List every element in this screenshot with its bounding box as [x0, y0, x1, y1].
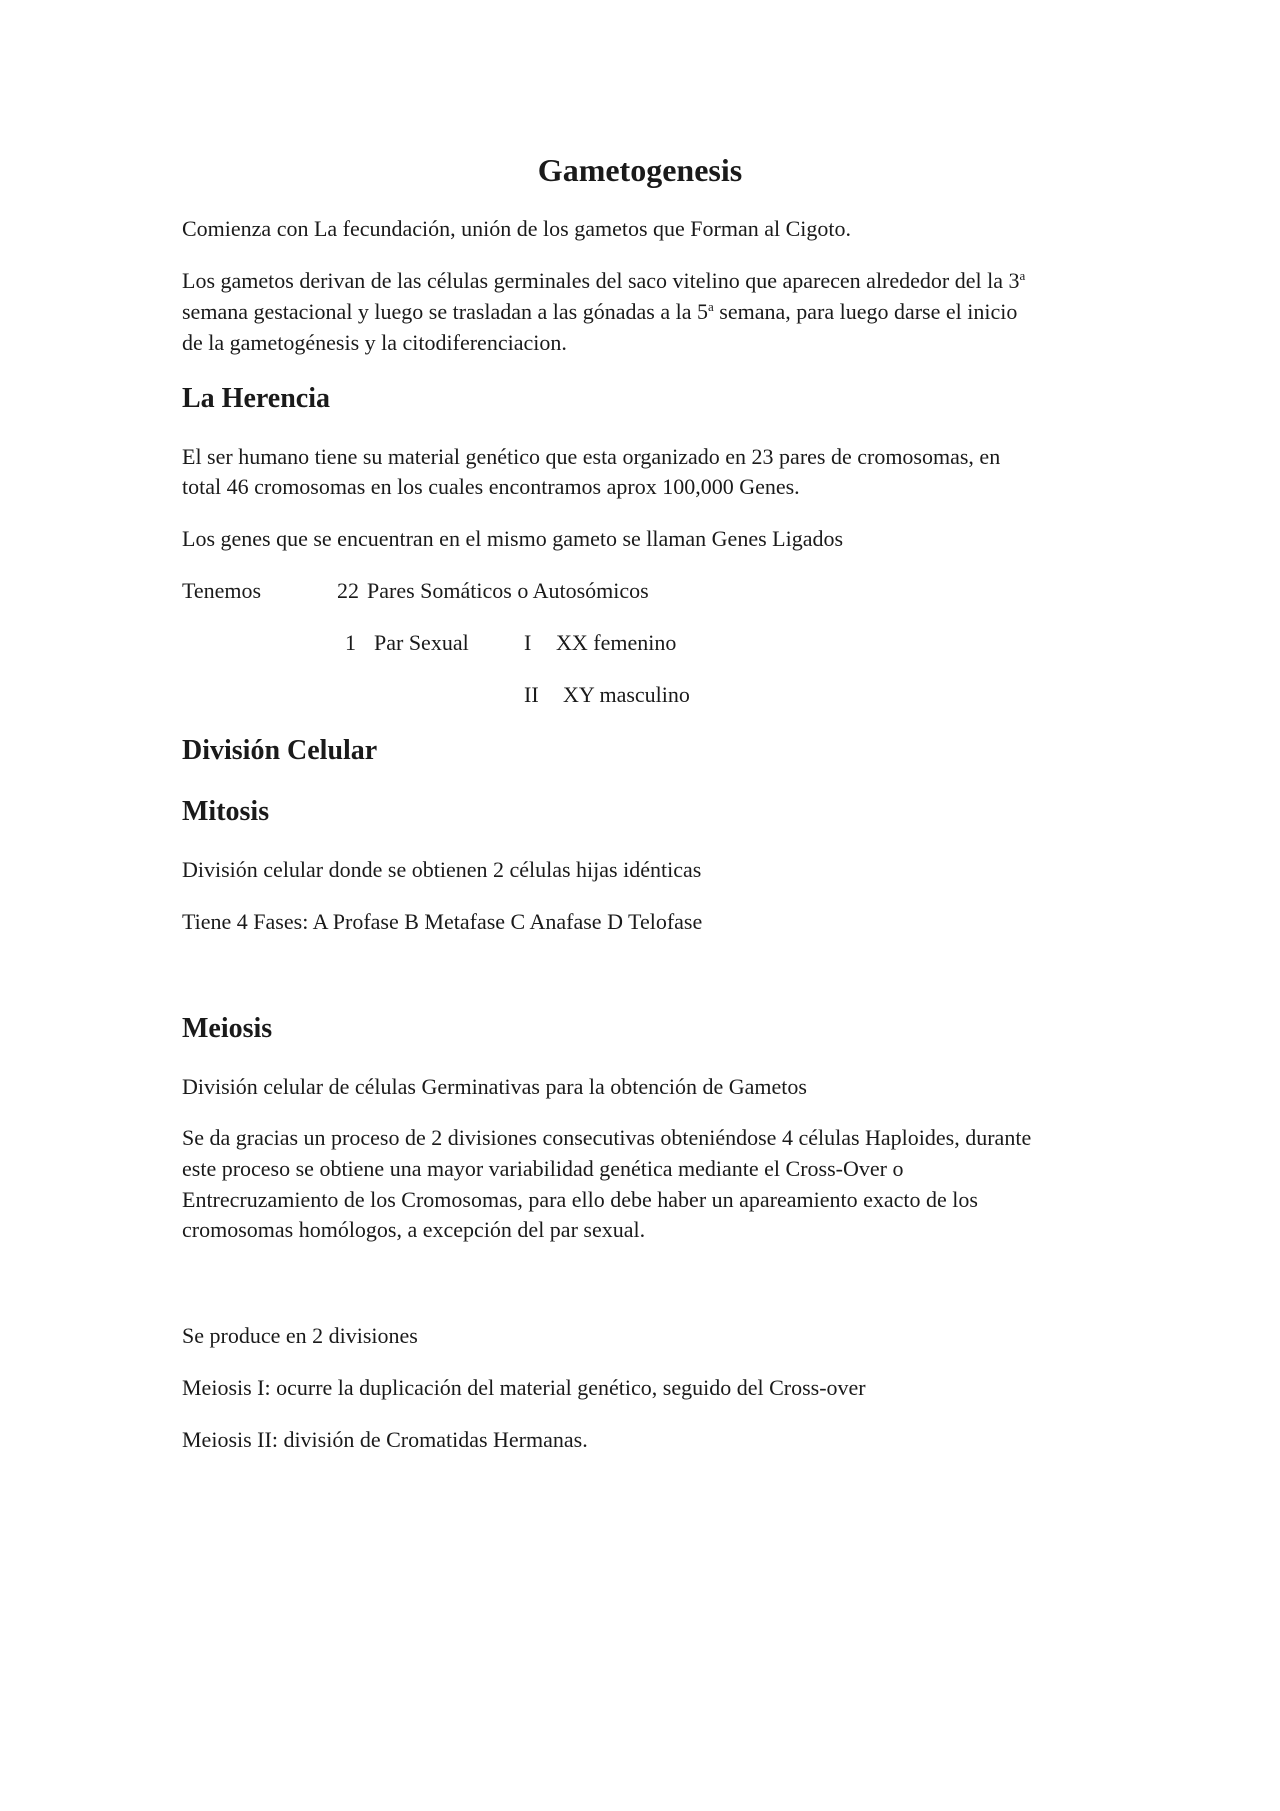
document-title: Gametogenesis: [537, 152, 743, 188]
meiosis-paragraph-line-4: cromosomas homólogos, a excepción del par sexual.: [182, 1217, 646, 1242]
meiosis-ii-description: Meiosis II: división de Cromatidas Hermanas.: [182, 1427, 588, 1452]
meiosis-paragraph-line-3: Entrecruzamiento de los Cromosomas, para ello debe haber un apareamiento exacto de los: [182, 1187, 978, 1212]
meiosis-two-divisions: Se produce en 2 divisiones: [182, 1323, 418, 1348]
heading-mitosis: Mitosis: [182, 796, 270, 827]
meiosis-definition: División celular de células Germinativas para la obtención de Gametos: [182, 1074, 807, 1099]
sexual-pair-text: Par Sexual: [374, 630, 469, 655]
gametes-paragraph-line-2: [182, 296, 1017, 327]
ordinal-superscript: a: [1019, 268, 1026, 283]
gametes-line-2-text-b: semana, para luego darse el inicio: [713, 299, 1018, 324]
roman-numeral-i: I: [524, 630, 532, 655]
herencia-paragraph-line-1: El ser humano tiene su material genético que esta organizado en 23 pares de cromosomas, en: [182, 444, 1001, 469]
gametes-line-2-text-a: semana gestacional y luego se trasladan a las gónadas a la 5: [182, 299, 708, 324]
xx-female: XX femenino: [556, 630, 677, 655]
gametes-paragraph-line-1: [182, 265, 1025, 296]
tenemos-label: Tenemos: [182, 578, 262, 603]
gametes-paragraph-line-3: de la gametogénesis y la citodiferenciacion.: [182, 330, 567, 355]
ordinal-superscript: a: [707, 299, 714, 314]
intro-paragraph: Comienza con La fecundación, unión de los gametos que Forman al Cigoto.: [182, 216, 852, 241]
somatic-pairs-count: 22: [337, 578, 359, 603]
roman-numeral-ii: II: [524, 682, 539, 707]
meiosis-paragraph-line-1: Se da gracias un proceso de 2 divisiones consecutivas obteniéndose 4 células Haploides, durante: [182, 1125, 1032, 1150]
meiosis-paragraph-line-2: este proceso se obtiene una mayor variabilidad genética mediante el Cross-Over o: [182, 1156, 904, 1181]
gametes-line-1-text: Los gametos derivan de las células germinales del saco vitelino que aparecen alrededor del la 3: [182, 268, 1020, 293]
xy-male: XY masculino: [563, 682, 690, 707]
somatic-pairs-text: Pares Somáticos o Autosómicos: [367, 578, 649, 603]
herencia-paragraph-line-2: total 46 cromosomas en los cuales encontramos aprox 100,000 Genes.: [182, 474, 800, 499]
meiosis-i-description: Meiosis I: ocurre la duplicación del material genético, seguido del Cross-over: [182, 1375, 866, 1400]
mitosis-definition: División celular donde se obtienen 2 células hijas idénticas: [182, 857, 702, 882]
mitosis-phases: Tiene 4 Fases: A Profase B Metafase C Anafase D Telofase: [182, 909, 703, 934]
heading-la-herencia: La Herencia: [182, 383, 331, 414]
genes-ligados-paragraph: Los genes que se encuentran en el mismo gameto se llaman Genes Ligados: [182, 526, 844, 551]
heading-division-celular: División Celular: [182, 735, 378, 766]
sexual-pair-count: 1: [345, 630, 356, 655]
heading-meiosis: Meiosis: [182, 1013, 273, 1044]
